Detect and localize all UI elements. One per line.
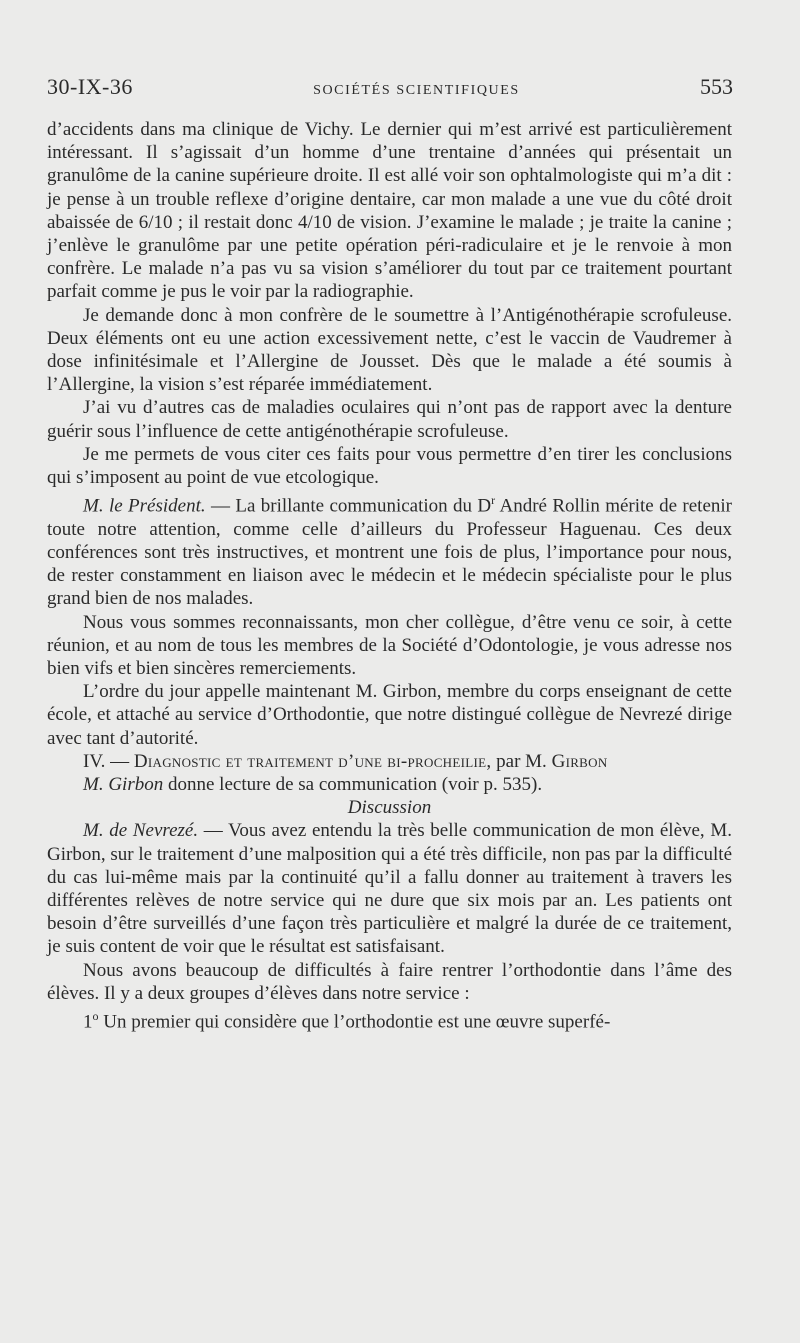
section-author: Girbon xyxy=(551,750,608,772)
speaker-name: M. Girbon xyxy=(83,774,164,796)
speaker-name: M. de Nevrezé. xyxy=(83,820,199,842)
running-header xyxy=(47,74,733,100)
section-number: IV. — xyxy=(83,750,134,772)
paragraph-text: donne lecture de sa communication (voir p. 535). xyxy=(163,774,543,796)
paragraph-text: — La brillante communication du D xyxy=(205,495,492,517)
paragraph: Nous avons beaucoup de difficultés à faire rentrer l’orthodontie dans l’âme des élèves. Il y a deux groupes d’élèves dans notre service : xyxy=(47,959,732,1004)
superscript: o xyxy=(92,1009,99,1024)
paragraph: L’ordre du jour appelle maintenant M. Girbon, membre du corps enseignant de cette école, et attaché au service d’Orthodontie, que notre distingué collègue de Nevrezé dirige avec tant d’autorité. xyxy=(47,681,732,749)
section-title: Diagnostic et traitement d’une bi-procheilie, xyxy=(133,750,492,772)
section-heading xyxy=(47,750,732,773)
page-number: 553 xyxy=(700,74,733,99)
header-title: SOCIÉTÉS SCIENTIFIQUES xyxy=(313,83,520,98)
paragraph xyxy=(47,773,732,796)
paragraph xyxy=(47,489,732,610)
paragraph: Je demande donc à mon confrère de le soumettre à l’Antigénothérapie scrofuleuse. Deux éléments ont eu une action excessivement nette, c’est le vaccin de Vaudremer à dose infinitésimale et l’Allergine de Jousset. Dès que le malade a été soumis à l’Allergine, la vision s’est réparée immédiatement. xyxy=(47,304,732,396)
list-number: 1 xyxy=(83,1011,93,1033)
body-text xyxy=(47,118,732,1034)
paragraph: Nous vous sommes reconnaissants, mon cher collègue, d’être venu ce soir, à cette réunion, et au nom de tous les membres de la Société d’Odontologie, je vous adresse nos bien vifs et bien sincères remerciements. xyxy=(47,611,732,679)
paragraph-text: Un premier qui considère que l’orthodontie est une œuvre superfé- xyxy=(98,1011,611,1033)
paragraph-text: André Rollin mérite de retenir toute notre attention, comme celle d’ailleurs du Professeur Haguenau. Ces deux conférences sont très instructives, et montrent une fois de plus, l’importance pour nous, de rester constamment en liaison avec le médecin et le médecin spécialiste pour le plus grand bien de nos malades. xyxy=(47,495,733,610)
discussion-heading: Discussion xyxy=(347,797,432,819)
paragraph: J’ai vu d’autres cas de maladies oculaires qui n’ont pas de rapport avec la denture guérir sous l’influence de cette antigénothérapie scrofuleuse. xyxy=(47,397,732,442)
speaker-name: M. le Président. xyxy=(83,495,206,517)
header-date: 30-IX-36 xyxy=(47,74,133,99)
paragraph xyxy=(47,1005,732,1034)
paragraph: Je me permets de vous citer ces faits pour vous permettre d’en tirer les conclusions qui s’imposent au point de vue etcologique. xyxy=(47,443,732,489)
superscript: r xyxy=(491,493,496,508)
section-by: par M. xyxy=(491,750,552,772)
paragraph-text: — Vous avez entendu la très belle communication de mon élève, M. Girbon, sur le traitement d’une malposition qui a été très difficile, non pas par la difficulté du cas lui-même mais par la continuité qu’il a fallu donner au traitement à travers les différentes relèves de notre service qui ne dure que six mois par an. Les patients ont besoin d’être surveillés d’une façon très particulière et malgré la durée de ce traitement, je suis content de voir que le résultat est satisfaisant. xyxy=(47,820,733,958)
paragraph: d’accidents dans ma clinique de Vichy. Le dernier qui m’est arrivé est particulièrement intéressant. Il s’agissait d’un homme d’une trentaine d’années qui présentait un granulôme de la canine supérieure droite. Il est allé voir son ophtalmologiste qui m’a dit : je pense à un trouble reflexe d’origine dentaire, car mon malade a une vue du côté droit abaissée de 6/10 ; il restait donc 4/10 de vision. J’examine le malade ; je traite la canine ; j’enlève le granulôme par une petite opération péri-radiculaire et je le renvoie à mon confrère. Le malade n’a pas vu sa vision s’améliorer du tout par ce traitement pourtant parfait comme je pus le voir par la radiographie. xyxy=(47,119,732,303)
paragraph xyxy=(47,819,732,958)
